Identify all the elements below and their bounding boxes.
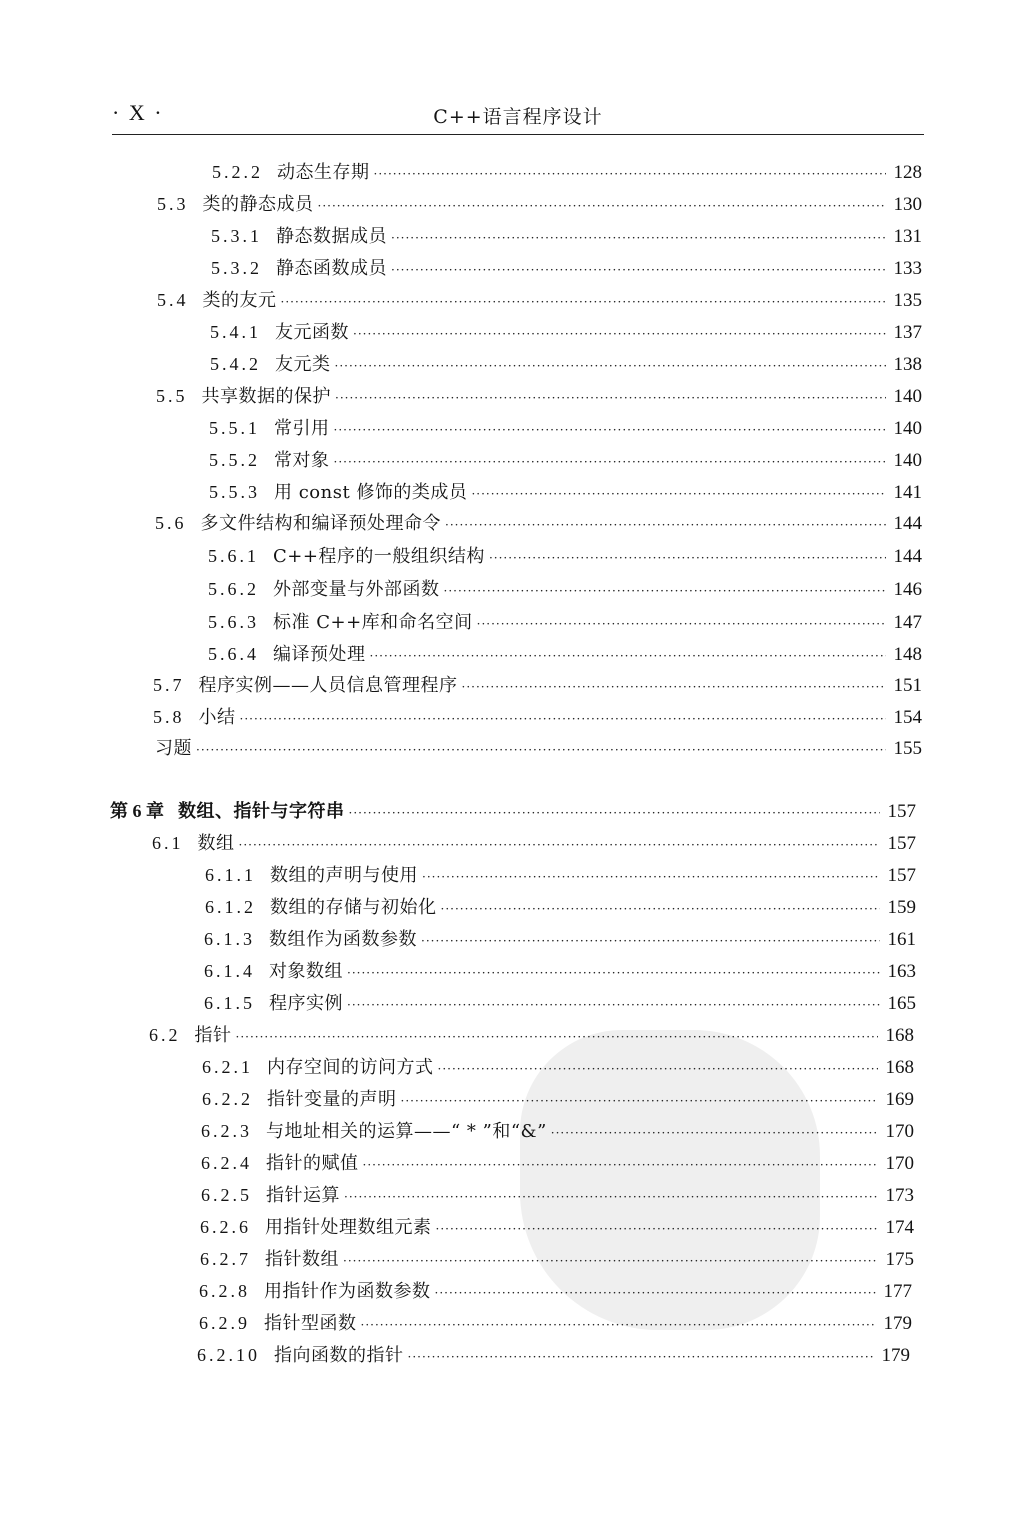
toc-page: 170 — [885, 1121, 914, 1142]
dot-leader — [408, 1341, 875, 1372]
dot-leader — [374, 158, 887, 189]
toc-number: 6.2.4 — [201, 1153, 252, 1173]
toc-number: 5.5.2 — [209, 450, 260, 470]
toc-entry — [199, 1276, 912, 1306]
dot-leader — [445, 509, 886, 540]
dot-leader — [551, 1117, 878, 1148]
dot-leader — [436, 1213, 879, 1244]
toc-title: 指针的赋值 — [266, 1153, 359, 1174]
toc-title: 数组的存储与初始化 — [270, 897, 437, 918]
dot-leader — [489, 542, 886, 573]
toc-title: 静态函数成员 — [276, 258, 387, 279]
toc-entry — [208, 639, 922, 669]
toc-number: 6.1.1 — [205, 865, 256, 885]
toc-title: 内存空间的访问方式 — [267, 1057, 434, 1078]
toc-number: 6.2.1 — [202, 1057, 253, 1077]
toc-entry — [155, 508, 922, 538]
toc-title: 共享数据的保护 — [201, 386, 331, 407]
toc-entry — [210, 317, 922, 347]
dot-leader — [239, 829, 881, 860]
toc-entry — [200, 1244, 914, 1274]
toc-number: 5.4 — [157, 290, 189, 310]
toc-page: 174 — [885, 1217, 914, 1238]
toc-entry — [202, 1084, 914, 1114]
dot-leader — [236, 1021, 879, 1052]
toc-page: 168 — [885, 1025, 914, 1046]
toc-title: 类的友元 — [202, 290, 277, 311]
toc-page: 144 — [893, 513, 922, 534]
toc-page: 173 — [885, 1185, 914, 1206]
dot-leader — [343, 1245, 878, 1276]
dot-leader — [421, 925, 880, 956]
toc-page: 179 — [881, 1345, 910, 1366]
dot-leader — [196, 734, 886, 765]
toc-title: 指针型函数 — [264, 1313, 357, 1334]
dot-leader — [318, 190, 887, 221]
toc-title: 指针变量的声明 — [267, 1089, 397, 1110]
toc-page: 138 — [893, 354, 922, 375]
toc-page: 165 — [887, 993, 916, 1014]
toc-entry — [204, 956, 916, 986]
toc-entry — [157, 189, 922, 219]
dot-leader — [435, 1277, 877, 1308]
dot-leader — [363, 1149, 879, 1180]
toc-number: 5.5.1 — [209, 418, 260, 438]
dot-leader — [281, 286, 887, 317]
toc-entry — [202, 1052, 914, 1082]
toc-number: 5.3 — [157, 194, 189, 214]
dot-leader — [353, 318, 886, 349]
dot-leader — [444, 575, 887, 606]
toc-number: 6.1.4 — [204, 961, 255, 981]
book-title: C++语言程序设计 — [433, 106, 603, 128]
toc-number: 6.2.7 — [200, 1249, 251, 1269]
toc-title: 指针数组 — [265, 1249, 339, 1270]
toc-entry — [209, 445, 922, 475]
toc-page: 157 — [887, 865, 916, 886]
toc-page: 151 — [893, 675, 922, 696]
dot-leader — [344, 1181, 878, 1212]
toc-entry — [200, 1212, 914, 1242]
toc-entry — [208, 541, 922, 571]
page-number: · X · — [112, 100, 164, 125]
toc-number: 6.1.2 — [205, 897, 256, 917]
toc-number: 5.3.1 — [211, 226, 262, 246]
dot-leader — [334, 414, 887, 445]
toc-entry — [209, 477, 922, 507]
toc-number: 5.4.2 — [210, 354, 261, 374]
toc-page: 170 — [885, 1153, 914, 1174]
toc-title: 静态数据成员 — [276, 226, 387, 247]
toc-entry — [201, 1116, 914, 1146]
toc-number: 6.2.8 — [199, 1281, 250, 1301]
toc-title: 数组 — [197, 833, 235, 854]
toc-number: 6.2 — [149, 1025, 181, 1045]
dot-leader — [334, 446, 887, 477]
dot-leader — [401, 1085, 879, 1116]
toc-page: 175 — [885, 1249, 914, 1270]
toc-title: 数组的声明与使用 — [270, 865, 418, 886]
toc-title: 小结 — [198, 707, 236, 728]
dot-leader — [347, 989, 880, 1020]
toc-entry — [197, 1340, 910, 1370]
toc-number: 6.2.6 — [200, 1217, 251, 1237]
toc-entry — [201, 1148, 914, 1178]
dot-leader — [240, 703, 887, 734]
toc-page: 169 — [885, 1089, 914, 1110]
toc-title: 程序实例——人员信息管理程序 — [198, 675, 458, 696]
toc-title: 友元函数 — [275, 322, 349, 343]
toc-page: 140 — [893, 418, 922, 439]
toc-number: 5.3.2 — [211, 258, 262, 278]
toc-title: 与地址相关的运算——“ * ”和“&” — [266, 1121, 547, 1142]
toc-page: 141 — [893, 482, 922, 503]
dot-leader — [347, 957, 880, 988]
toc-page: 140 — [893, 450, 922, 471]
dot-leader — [361, 1309, 877, 1340]
toc-title: 对象数组 — [269, 961, 343, 982]
toc-page: 179 — [883, 1313, 912, 1334]
toc-page: 159 — [887, 897, 916, 918]
dot-leader — [349, 797, 881, 828]
toc-number: 5.5.3 — [209, 482, 260, 502]
dot-leader — [391, 254, 886, 285]
toc-number: 5.5 — [156, 386, 188, 406]
dot-leader — [441, 893, 881, 924]
toc-number: 6.2.3 — [201, 1121, 252, 1141]
toc-page: 157 — [887, 801, 916, 822]
toc-title: C++程序的一般组织结构 — [273, 546, 485, 567]
toc-title: 程序实例 — [269, 993, 343, 1014]
toc-page: 146 — [893, 579, 922, 600]
toc-entry — [211, 221, 922, 251]
toc-title: 指针 — [194, 1025, 232, 1046]
toc-title: 用指针处理数组元素 — [265, 1217, 432, 1238]
toc-page: 161 — [887, 929, 916, 950]
dot-leader — [462, 671, 887, 702]
toc-page: 131 — [893, 226, 922, 247]
toc-number: 6.1.5 — [204, 993, 255, 1013]
toc-title: 编译预处理 — [273, 644, 366, 665]
toc-title: 友元类 — [275, 354, 331, 375]
toc-page: 128 — [893, 162, 922, 183]
toc-entry — [153, 702, 922, 732]
toc-title: 用 const 修饰的类成员 — [274, 482, 468, 503]
toc-number: 6.1.3 — [204, 929, 255, 949]
toc-number: 5.6.4 — [208, 644, 259, 664]
toc-title: 类的静态成员 — [202, 194, 314, 215]
toc-page: 148 — [893, 644, 922, 665]
toc-entry — [156, 381, 922, 411]
toc-number: 5.4.1 — [210, 322, 261, 342]
toc-entry — [153, 670, 922, 700]
toc-entry — [211, 253, 922, 283]
dot-leader — [477, 608, 886, 639]
toc-number: 5.6.3 — [208, 612, 259, 632]
toc-entry — [204, 924, 916, 954]
toc-title: 指针运算 — [266, 1185, 340, 1206]
dot-leader — [391, 222, 886, 253]
toc-entry — [204, 988, 916, 1018]
toc-page: 130 — [893, 194, 922, 215]
dot-leader — [370, 640, 887, 671]
toc-entry — [208, 574, 922, 604]
toc-title: 标准 C++库和命名空间 — [273, 612, 473, 633]
toc-number: 6.2.2 — [202, 1089, 253, 1109]
toc-title: 外部变量与外部函数 — [273, 579, 440, 600]
toc-number: 5.6.2 — [208, 579, 259, 599]
toc-page: 144 — [893, 546, 922, 567]
toc-title: 常对象 — [274, 450, 330, 471]
toc-title: 多文件结构和编译预处理命令 — [200, 513, 441, 534]
toc-entry — [199, 1308, 912, 1338]
toc-entry — [149, 1020, 914, 1050]
toc-entry — [208, 607, 922, 637]
toc-number: 6.2.10 — [197, 1345, 260, 1365]
dot-leader — [471, 478, 886, 509]
toc-entry — [205, 860, 916, 890]
toc-entry — [212, 157, 922, 187]
toc-entry — [201, 1180, 914, 1210]
toc-entry — [205, 892, 916, 922]
toc-entry — [157, 285, 922, 315]
toc-number: 5.6 — [155, 513, 187, 533]
toc-number: 6.2.5 — [201, 1185, 252, 1205]
toc-number: 6.1 — [152, 833, 184, 853]
toc-entry — [155, 734, 922, 764]
toc-page: 137 — [893, 322, 922, 343]
toc-page: 133 — [893, 258, 922, 279]
toc-entry — [209, 413, 922, 443]
toc-page: 157 — [887, 833, 916, 854]
toc-title: 用指针作为函数参数 — [264, 1281, 431, 1302]
toc-title: 常引用 — [274, 418, 330, 439]
toc-page: 154 — [893, 707, 922, 728]
chapter-number: 第 6 章 — [110, 801, 164, 821]
toc-number: 5.8 — [153, 707, 185, 727]
toc-page: 168 — [885, 1057, 914, 1078]
toc-title: 数组作为函数参数 — [269, 929, 417, 950]
dot-leader — [335, 382, 886, 413]
toc-number: 5.6.1 — [208, 546, 259, 566]
toc-page: 177 — [883, 1281, 912, 1302]
toc-page: 135 — [893, 290, 922, 311]
dot-leader — [438, 1053, 879, 1084]
toc-page: 155 — [893, 738, 922, 759]
toc-chapter-entry — [110, 796, 916, 826]
toc-page: 163 — [887, 961, 916, 982]
toc-number: 5.2.2 — [212, 162, 263, 182]
toc-entry — [210, 349, 922, 379]
chapter-title: 数组、指针与字符串 — [178, 801, 345, 822]
toc-title: 动态生存期 — [277, 162, 370, 183]
toc-page: 140 — [893, 386, 922, 407]
dot-leader — [422, 861, 880, 892]
toc-title: 指向函数的指针 — [274, 1345, 404, 1366]
dot-leader — [335, 350, 887, 381]
toc-entry — [152, 828, 916, 858]
toc-number: 5.7 — [153, 675, 185, 695]
toc-number: 6.2.9 — [199, 1313, 250, 1333]
toc-page: 147 — [893, 612, 922, 633]
toc-title: 习题 — [155, 738, 192, 759]
